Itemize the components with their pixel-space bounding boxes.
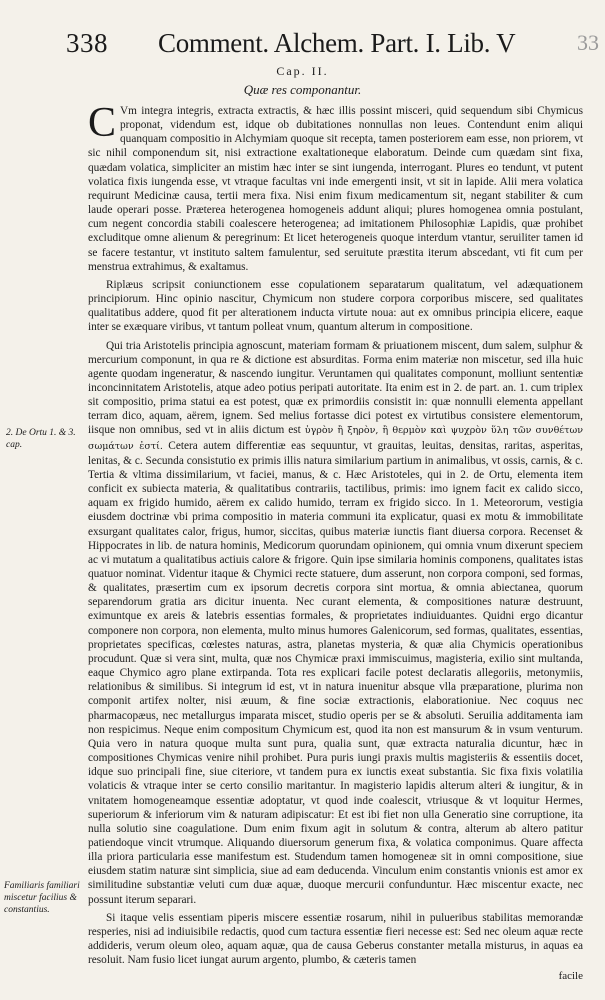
drop-cap: C bbox=[88, 100, 117, 146]
paragraph-3 bbox=[88, 339, 583, 907]
margin-note-familiaris: Familiaris familiari miscetur facilius & constantius. bbox=[4, 881, 80, 915]
margin-note-de-ortu: 2. De Ortu 1. & 3. cap. bbox=[6, 428, 76, 450]
catchword: facile bbox=[558, 970, 583, 983]
chapter-label: Cap. II. bbox=[276, 64, 329, 78]
bleed-through-mark: 33 bbox=[577, 30, 599, 55]
paragraph-2: Riplæus scripsit coniunctionem esse copulationem separatarum qualitatum, vel adæquationem principiorum. Hinc opinio nascitur, Chymicum non studere corpora corporibus miscere, sed qualitates qualitatibus addere, quod fit per alterationem inducta virtute noua: aut ex omnibus principia elicere, eaque inter se exæquare viribus, vt tantum polleat vnum, quantum alterum in compositione. bbox=[88, 278, 583, 334]
body-text bbox=[88, 100, 584, 984]
running-title: Comment. Alchem. Part. I. Lib. V bbox=[158, 28, 516, 58]
running-header bbox=[66, 18, 599, 64]
paragraph-4: Si itaque velis essentiam piperis miscere essentiæ rosarum, nihil in pulueribus stabilitas memorandæ resperies, nisi ad indiuisibile redactis, quod cum tactura essentiæ fieri necesse est: Sed nec oleum aquæ recte addideris, verum oleum oleo, aquam aquæ, qua de causa Geberus constanter metalla misturus, in aquas ea resoluit. Nam fusio licet iungat aurum argento, plumbo, & cæteris tamen bbox=[88, 911, 583, 967]
paragraph-1-text: Vm integra integris, extracta extractis, & hæc illis possint misceri, quid sequendum sibi Chymicus proponat, videndum est, idque ob dubitationes nonnullas non leues. Contendunt enim aliqui quanquam compositio in Alchymiam quoque sit recepta, tamen posteriorem eam esse, non priorem, vt sic nihil componendum sit, nisi extractione exaltationeque elaboratum. Deinde cum quædam sint fixa, quædam volatica, simpliciter an mistim hæc inter se sint iungenda, interrogant. Plures eo tendunt, vt putent volatica fixis iungenda esse, vt vtraque facultas vni inde emergenti insit, vt sit in lapide. Alii mera volatica requirunt Medicinæ causa, tertii mera fixa. Nisi enim fixum medicamentum sit, negant stabiliter & cum laude operari posse. Præterea heterogenea homogeneis addunt aliqui; plures homogenea omnia postulant, cum negent concordia stabili coalescere heterogenea; ad imitationem Philosophiæ Lapidis, quæ prohibet excluditque omne alienum & peregrinum: Et licet heterogeneis quoque interdum vtantur, seruiliter tamen id se facere testantur, vt instituto saltem famulentur, sed seruitute præstita iterum abscedant, vti fit cum per menstrua extrahimus, & exaltamus. bbox=[88, 105, 583, 273]
chapter-title: Quæ res componantur. bbox=[243, 82, 362, 97]
page-number: 338 bbox=[66, 28, 108, 58]
paragraph-3-text-a: Qui tria Aristotelis principia agnoscunt, materiam formam & priuationem miscent, dum salem, sulphur & mercurium componunt, in qua re & dictione est absurditas. Forma enim materiæ non miscetur, sed illa huic agente quodam ingeneratur, & nascendo iungitur. Veruntamen qui qualitates componunt, molliunt sententiæ inconcinnitatem Aristotelis, atque adeo potius peripati autoritate. Ita enim est in 2. de part. an. 1. cum triplex sit compositio, prima statui ea est potest, quæ ex primordiis consistit in: quæ nonnulli elementa appellant terram dico, aquam, aërem, ignem. Sed melius fortasse dici potest ex virtutibus consistere elementorum, iisque non omnibus, sed vt in aliis dictum est bbox=[88, 339, 583, 437]
paragraph-3-text-b: Cetera autem differentiæ eas sequuntur, vt grauitas, leuitas, densitas, raritas, asperitas, lenitas, & c. Secunda consistutio ex primis illis natura similarium partium in animalibus, vt ossis, carnis, & c. Tertia & vltima dissimilarium, vt faciei, manus, & c. Hæc Aristoteles, qui in 2. de Ortu, elementa item conficit ex subiecta materia, & qualitatibus contrariis, tactilibus, primis: imo ignem facit ex calido sicco, aquam ex frigido humido, aërem ex calido humido, terram ex frigido sicco. In 1. Meteororum, vestigia eiusdem doctrinæ vbi prima compositio in materia communi ita explicatur, quasi ex motu & immobilitate exsurgant qualitates calor, frigus, humor, siccitas, quibus materiæ iunctis fiant diuersa corpora. Recenset & Hippocrates in lib. de natura hominis, Medicorum quorundam opinionem, qui omnia vnum dixerunt speciem ac vi mutatum a qualitatibus actiuis calore & frigore. Quin ipse similaria hominis componens, qualitates istas quatuor nominat. Videntur itaque & Chymici recte statuere, dum asserunt, non corpora componi, sed formas, & qualitates, præsertim cum ex ipsorum decretis corpora sint mortua, & omnia abiectanea, quorum separendorum gratia ars dicitur inuenta. Nec curant elementa, & compositiones naturæ destruunt, eximuntque ex areis & latebris essentias formales, & proprietates indiuiduantes. Quidni ergo dicantur componere non corpora, non elementa, multo minus humores Galenicorum, sed formas, qualitates, essentias, proprietates specificas, cœlestes naturas, astra, planetas mysteria, & quæ alia Chymicis operationibus procudunt. Quæ si vera sint, multa, quæ nos Chymicæ praxi immiscuimus, magisteria, exilio sint multanda, eaque Chymico agro plane extirpanda. Tota res explicari facile potest declaratis allegoriis, metonymiis, relationibus & similibus. Si integrum id est, vt in natura inuenitur absque vlla præparatione, plurima non componit artifex nolter, nisi æuum, & fine sociæ extractionis, elaborationiue. Nec coquus nec pharmacopæus, nec metallurgus imparata miscet, studio operis per se & absoluti. Seruilia additamenta iam non respicimus. Neque enim compositum Chymicum est, quod ita non est mansurum & in vsum venturum. Quia vero in natura quoque multa sunt pura, qualia sunt, quæ extracta naturalia dicuntur, hæc in compositiones Chymicas venire nihil prohibet. Pura puris iungi praxis multis magisteriis & essentiis docet, idque suo principali fine, siue citeriore, vt tandem pura ex iunctis exeat substantia. Sic fixa fixis volatilia volaticis & vtraque inter se certo consilio maritantur. In magisterio lapidis alterum alteri & iungitur, & in vnitatem homogeneamque essentiæ adoptatur, vt quod inde coalescit, vtriusque & vt loquitur Hermes, superiorum & inferiorum vim & naturam adipiscatur: Et est ibi fiet non ulla Generatio sine corruptione, ita nulla solutio sine coagulatione. Dum enim fixum agit in solutum & contra, alterum ab altero patitur patiendoque vincit vtrumque. Aliquando diuersorum generum fixa, & volatica componimus. Quare affecta illa priora particularia esse manifestum est. Studendum tamen homogeneæ sit in omni compositione, siue eiusdem statim naturæ sint simplicia, siue ad eam deducenda. Vinculum enim constantis vnionis est amor ex similitudine substantiæ veluti cum duæ aquæ, duoque mercurii confunduntur. Hæc miscentur exacte, nec possunt iterum separari. bbox=[88, 439, 584, 906]
paragraph-1 bbox=[88, 100, 583, 274]
greek-quotation: ὑγρὸν ἢ ξηρὸν, ἢ θερμὸν καὶ ψυχρὸν ὕλη τῶν συνθέτων σωμάτων ἐστί. bbox=[88, 425, 583, 452]
